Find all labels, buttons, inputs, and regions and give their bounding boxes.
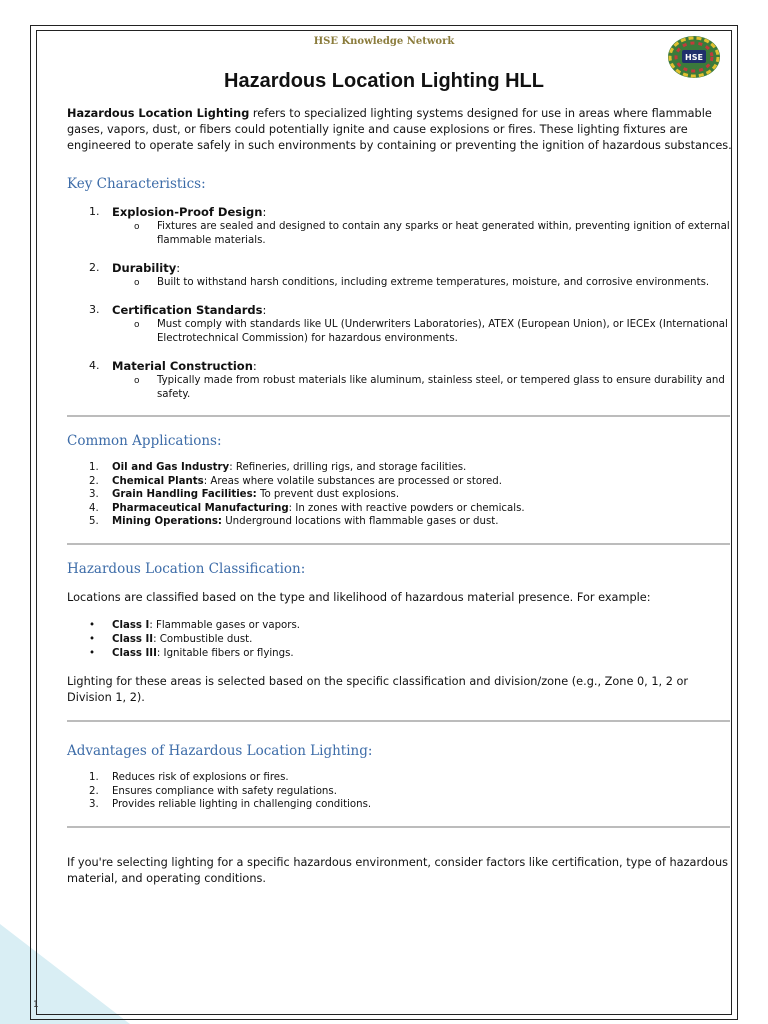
key-characteristics-list xyxy=(67,204,732,402)
item-number: 3. xyxy=(89,303,100,316)
class-item: • Class I: Flammable gases or vapors. xyxy=(89,619,301,631)
class-list xyxy=(67,619,732,661)
bullet-icon: • xyxy=(89,619,96,631)
characteristic-title: Material Construction xyxy=(112,359,253,373)
characteristic-title: Durability xyxy=(112,261,177,275)
sub-bullet-icon: o xyxy=(134,376,140,386)
characteristic-item: 4. Material Construction: o Typically made from robust materials like aluminum, stainless steel, or tempered glass to ensure durability and safety. xyxy=(89,359,725,400)
page-number: 1 xyxy=(33,1000,39,1010)
section-divider xyxy=(67,415,730,417)
characteristic-detail: Typically made from robust materials like aluminum, stainless steel, or tempered glass to ensure durability and safety. xyxy=(157,375,725,400)
sub-bullet-icon: o xyxy=(134,320,140,330)
application-item: 3. Grain Handling Facilities: To prevent dust explosions. xyxy=(89,489,400,501)
application-item: 1. Oil and Gas Industry: Refineries, drilling rigs, and storage facilities. xyxy=(89,462,467,473)
sub-bullet-icon: o xyxy=(134,222,140,232)
intro-text: refers to specialized lighting systems designed for use in areas where flammable gases, vapors, dust, or fibers could potentially ignite and cause explosions or fires. These lighting fixtures are engineered to operate safely in such environments by containing or preventing the ignition of hazardous substances. xyxy=(67,107,732,152)
class-item: • Class III: Ignitable fibers or flyings. xyxy=(89,647,294,659)
advantages-list xyxy=(67,771,732,812)
item-number: 1. xyxy=(89,205,100,218)
characteristic-item: 1. Explosion-Proof Design: o Fixtures are sealed and designed to contain any sparks or heat generated within, preventing ignition of external flammable materials. xyxy=(89,205,730,246)
applications-list xyxy=(67,461,732,529)
application-item: 2. Chemical Plants: Areas where volatile substances are processed or stored. xyxy=(89,475,503,487)
intro-term: Hazardous Location Lighting xyxy=(67,107,250,120)
logo-text: HSE xyxy=(685,53,703,62)
header-network-name: HSE Knowledge Network xyxy=(313,36,455,47)
section-divider xyxy=(67,720,730,722)
application-item: 5. Mining Operations: Underground locations with flammable gases or dust. xyxy=(89,516,499,528)
characteristic-detail: Must comply with standards like UL (Underwriters Laboratories), ATEX (European Union), or IECEx (International Electrotechnical Commission) for hazardous environments. xyxy=(157,319,728,344)
item-number: 2. xyxy=(89,261,100,274)
item-number: 4. xyxy=(89,359,100,372)
classification-intro: Locations are classified based on the type and likelihood of hazardous material presence. For example: xyxy=(67,590,651,604)
section-heading-advantages: Advantages of Hazardous Location Lighting: xyxy=(67,742,373,759)
section-divider xyxy=(67,826,730,828)
characteristic-item: 2. Durability: o Built to withstand harsh conditions, including extreme temperatures, moisture, and corrosive environments. xyxy=(89,261,710,288)
characteristic-detail: Fixtures are sealed and designed to contain any sparks or heat generated within, preventing ignition of external flammable materials. xyxy=(157,221,730,246)
bullet-icon: • xyxy=(89,647,96,659)
characteristic-title: Certification Standards xyxy=(112,303,263,317)
bullet-icon: • xyxy=(89,633,96,645)
section-heading-common-applications: Common Applications: xyxy=(67,433,222,449)
application-item: 4. Pharmaceutical Manufacturing: In zones with reactive powders or chemicals. xyxy=(89,502,525,514)
advantage-item: 1. Reduces risk of explosions or fires. xyxy=(89,771,289,783)
advantage-item: 2. Ensures compliance with safety regulations. xyxy=(89,785,337,797)
intro-paragraph xyxy=(67,106,732,154)
document-body xyxy=(67,106,732,887)
classification-outro: Lighting for these areas is selected based on the specific classification and division/zone (e.g., Zone 0, 1, 2 or Division 1, 2). xyxy=(67,674,689,704)
characteristic-item: 3. Certification Standards: o Must comply with standards like UL (Underwriters Laboratories), ATEX (European Union), or IECEx (International Electrotechnical Commission) for hazardous environments. xyxy=(89,303,728,344)
sub-bullet-icon: o xyxy=(134,278,140,288)
characteristic-title: Explosion-Proof Design xyxy=(112,205,263,219)
section-heading-key-characteristics: Key Characteristics: xyxy=(67,176,206,192)
characteristic-detail: Built to withstand harsh conditions, including extreme temperatures, moisture, and corrosive environments. xyxy=(157,277,710,288)
advantage-item: 3. Provides reliable lighting in challenging conditions. xyxy=(89,799,372,811)
section-heading-classification: Hazardous Location Classification: xyxy=(67,560,306,577)
document-title: Hazardous Location Lighting HLL xyxy=(224,70,544,92)
class-item: • Class II: Combustible dust. xyxy=(89,633,253,645)
closing-paragraph: If you're selecting lighting for a specific hazardous environment, consider factors like certification, type of hazardous material, and operating conditions. xyxy=(67,855,729,885)
section-divider xyxy=(67,543,730,545)
